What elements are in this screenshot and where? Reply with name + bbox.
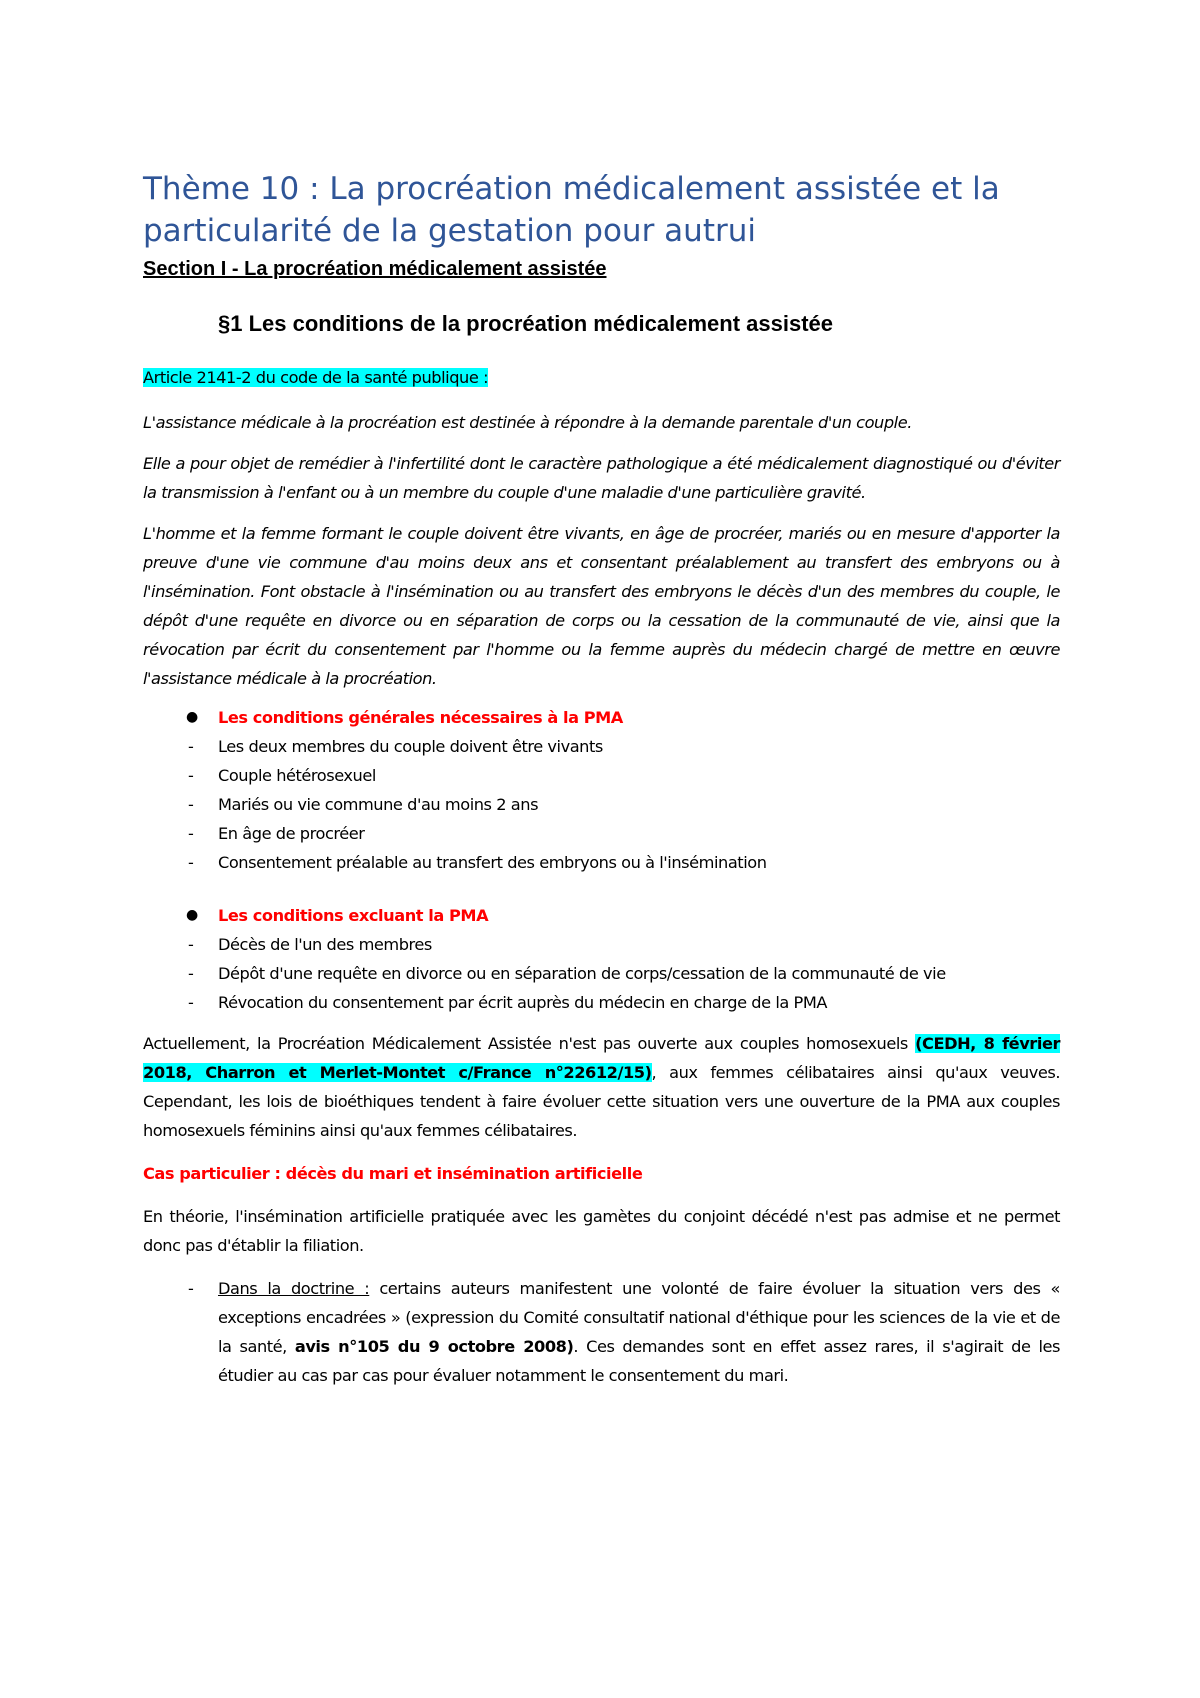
list-item xyxy=(143,930,1060,959)
dash-icon: - xyxy=(188,824,194,843)
spacer xyxy=(143,877,1060,901)
list-item xyxy=(143,1274,1060,1390)
list-item-text: Décès de l'un des membres xyxy=(218,935,432,954)
dash-icon: - xyxy=(188,964,194,983)
bullet-dot-icon: ● xyxy=(186,907,198,923)
list-item xyxy=(143,761,1060,790)
doctrine-list xyxy=(143,1274,1060,1390)
cedh-citation: (CEDH, 8 février 2018, Charron et Merlet-Montet c/France n°22612/15) xyxy=(143,1034,1061,1082)
doctrine-text-end: . Ces demandes sont en effet assez rares, il s'agirait de les étudier au cas par cas pour évaluer notamment le consentement du mari. xyxy=(218,1337,1060,1385)
actuellement-paragraph xyxy=(143,1029,1060,1145)
conditions-generales-heading-text: Les conditions générales nécessaires à la PMA xyxy=(218,708,623,727)
conditions-excluant-heading-text: Les conditions excluant la PMA xyxy=(218,906,489,925)
conditions-generales-heading xyxy=(143,703,1060,732)
dash-icon: - xyxy=(188,795,194,814)
article-paragraph: L'homme et la femme formant le couple doivent être vivants, en âge de procréer, mariés ou en mesure d'apporter la preuve d'une vie commune d'au moins deux ans et consentant préalablement au transfert des embryons ou à l'insémination. Font obstacle à l'insémination ou au transfert des embryons le décès d'un des membres du couple, le dépôt d'une requête en divorce ou en séparation de corps ou la cessation de la communauté de vie, ainsi que la révocation par écrit du consentement par l'homme ou la femme auprès du médecin chargé de mettre en œuvre l'assistance médicale à la procréation. xyxy=(143,524,1060,688)
dash-icon: - xyxy=(188,853,194,872)
list-item xyxy=(143,988,1060,1017)
dash-icon: - xyxy=(188,737,194,756)
conditions-generales-list xyxy=(143,732,1060,877)
conditions-excluant-heading xyxy=(143,901,1060,930)
section-heading: Section I - La procréation médicalement assistée xyxy=(143,258,607,280)
page-title: Thème 10 : La procréation médicalement assistée et la particularité de la gestation pour autrui xyxy=(143,171,1000,249)
article-paragraph: Elle a pour objet de remédier à l'infertilité dont le caractère pathologique a été médicalement diagnostiqué ou d'éviter la transmission à l'enfant ou à un membre du couple d'une maladie d'une particulière gravité. xyxy=(143,454,1060,502)
list-item-text: Mariés ou vie commune d'au moins 2 ans xyxy=(218,795,539,814)
list-item-text: Dépôt d'une requête en divorce ou en séparation de corps/cessation de la communauté de vie xyxy=(218,964,946,983)
dash-icon: - xyxy=(188,1279,194,1298)
list-item xyxy=(143,959,1060,988)
actuellement-text-end: , aux femmes célibataires ainsi qu'aux veuves. Cependant, les lois de bioéthiques tendent à faire évoluer cette situation vers une ouverture de la PMA aux couples homosexuels féminins ainsi qu'aux femmes célibataires. xyxy=(143,1063,1061,1140)
list-item xyxy=(143,848,1060,877)
doctrine-text: certains auteurs manifestent une volonté de faire évoluer la situation vers des « exceptions encadrées » (expression du Comité consultatif national d'éthique pour les sciences de la vie et de la santé, xyxy=(218,1279,1060,1356)
dash-icon: - xyxy=(188,766,194,785)
subsection-heading: §1 Les conditions de la procréation médicalement assistée xyxy=(218,311,834,336)
list-item xyxy=(143,732,1060,761)
list-item-text: Les deux membres du couple doivent être vivants xyxy=(218,737,603,756)
dash-icon: - xyxy=(188,935,194,954)
bullet-dot-icon: ● xyxy=(186,709,198,725)
article-paragraph: L'assistance médicale à la procréation est destinée à répondre à la demande parentale d'un couple. xyxy=(143,413,912,432)
avis-citation: avis n°105 du 9 octobre 2008) xyxy=(294,1337,574,1356)
dash-icon: - xyxy=(188,993,194,1012)
list-item-text: Consentement préalable au transfert des embryons ou à l'insémination xyxy=(218,853,767,872)
list-item-text: Révocation du consentement par écrit auprès du médecin en charge de la PMA xyxy=(218,993,827,1012)
list-item-text: En âge de procréer xyxy=(218,824,365,843)
list-item xyxy=(143,819,1060,848)
actuellement-text: Actuellement, la Procréation Médicalement Assistée n'est pas ouverte aux couples homosexuels xyxy=(143,1034,916,1053)
list-item xyxy=(143,790,1060,819)
doctrine-label: Dans la doctrine : xyxy=(218,1279,370,1298)
conditions-excluant-list xyxy=(143,930,1060,1017)
article-reference xyxy=(143,363,1060,392)
theorie-paragraph: En théorie, l'insémination artificielle pratiquée avec les gamètes du conjoint décédé n'est pas admise et ne permet donc pas d'établir la filiation. xyxy=(143,1207,1060,1255)
article-reference-highlight: Article 2141-2 du code de la santé publique : xyxy=(143,368,489,387)
list-item-text: Couple hétérosexuel xyxy=(218,766,376,785)
cas-particulier-heading: Cas particulier : décès du mari et insémination artificielle xyxy=(143,1164,643,1183)
